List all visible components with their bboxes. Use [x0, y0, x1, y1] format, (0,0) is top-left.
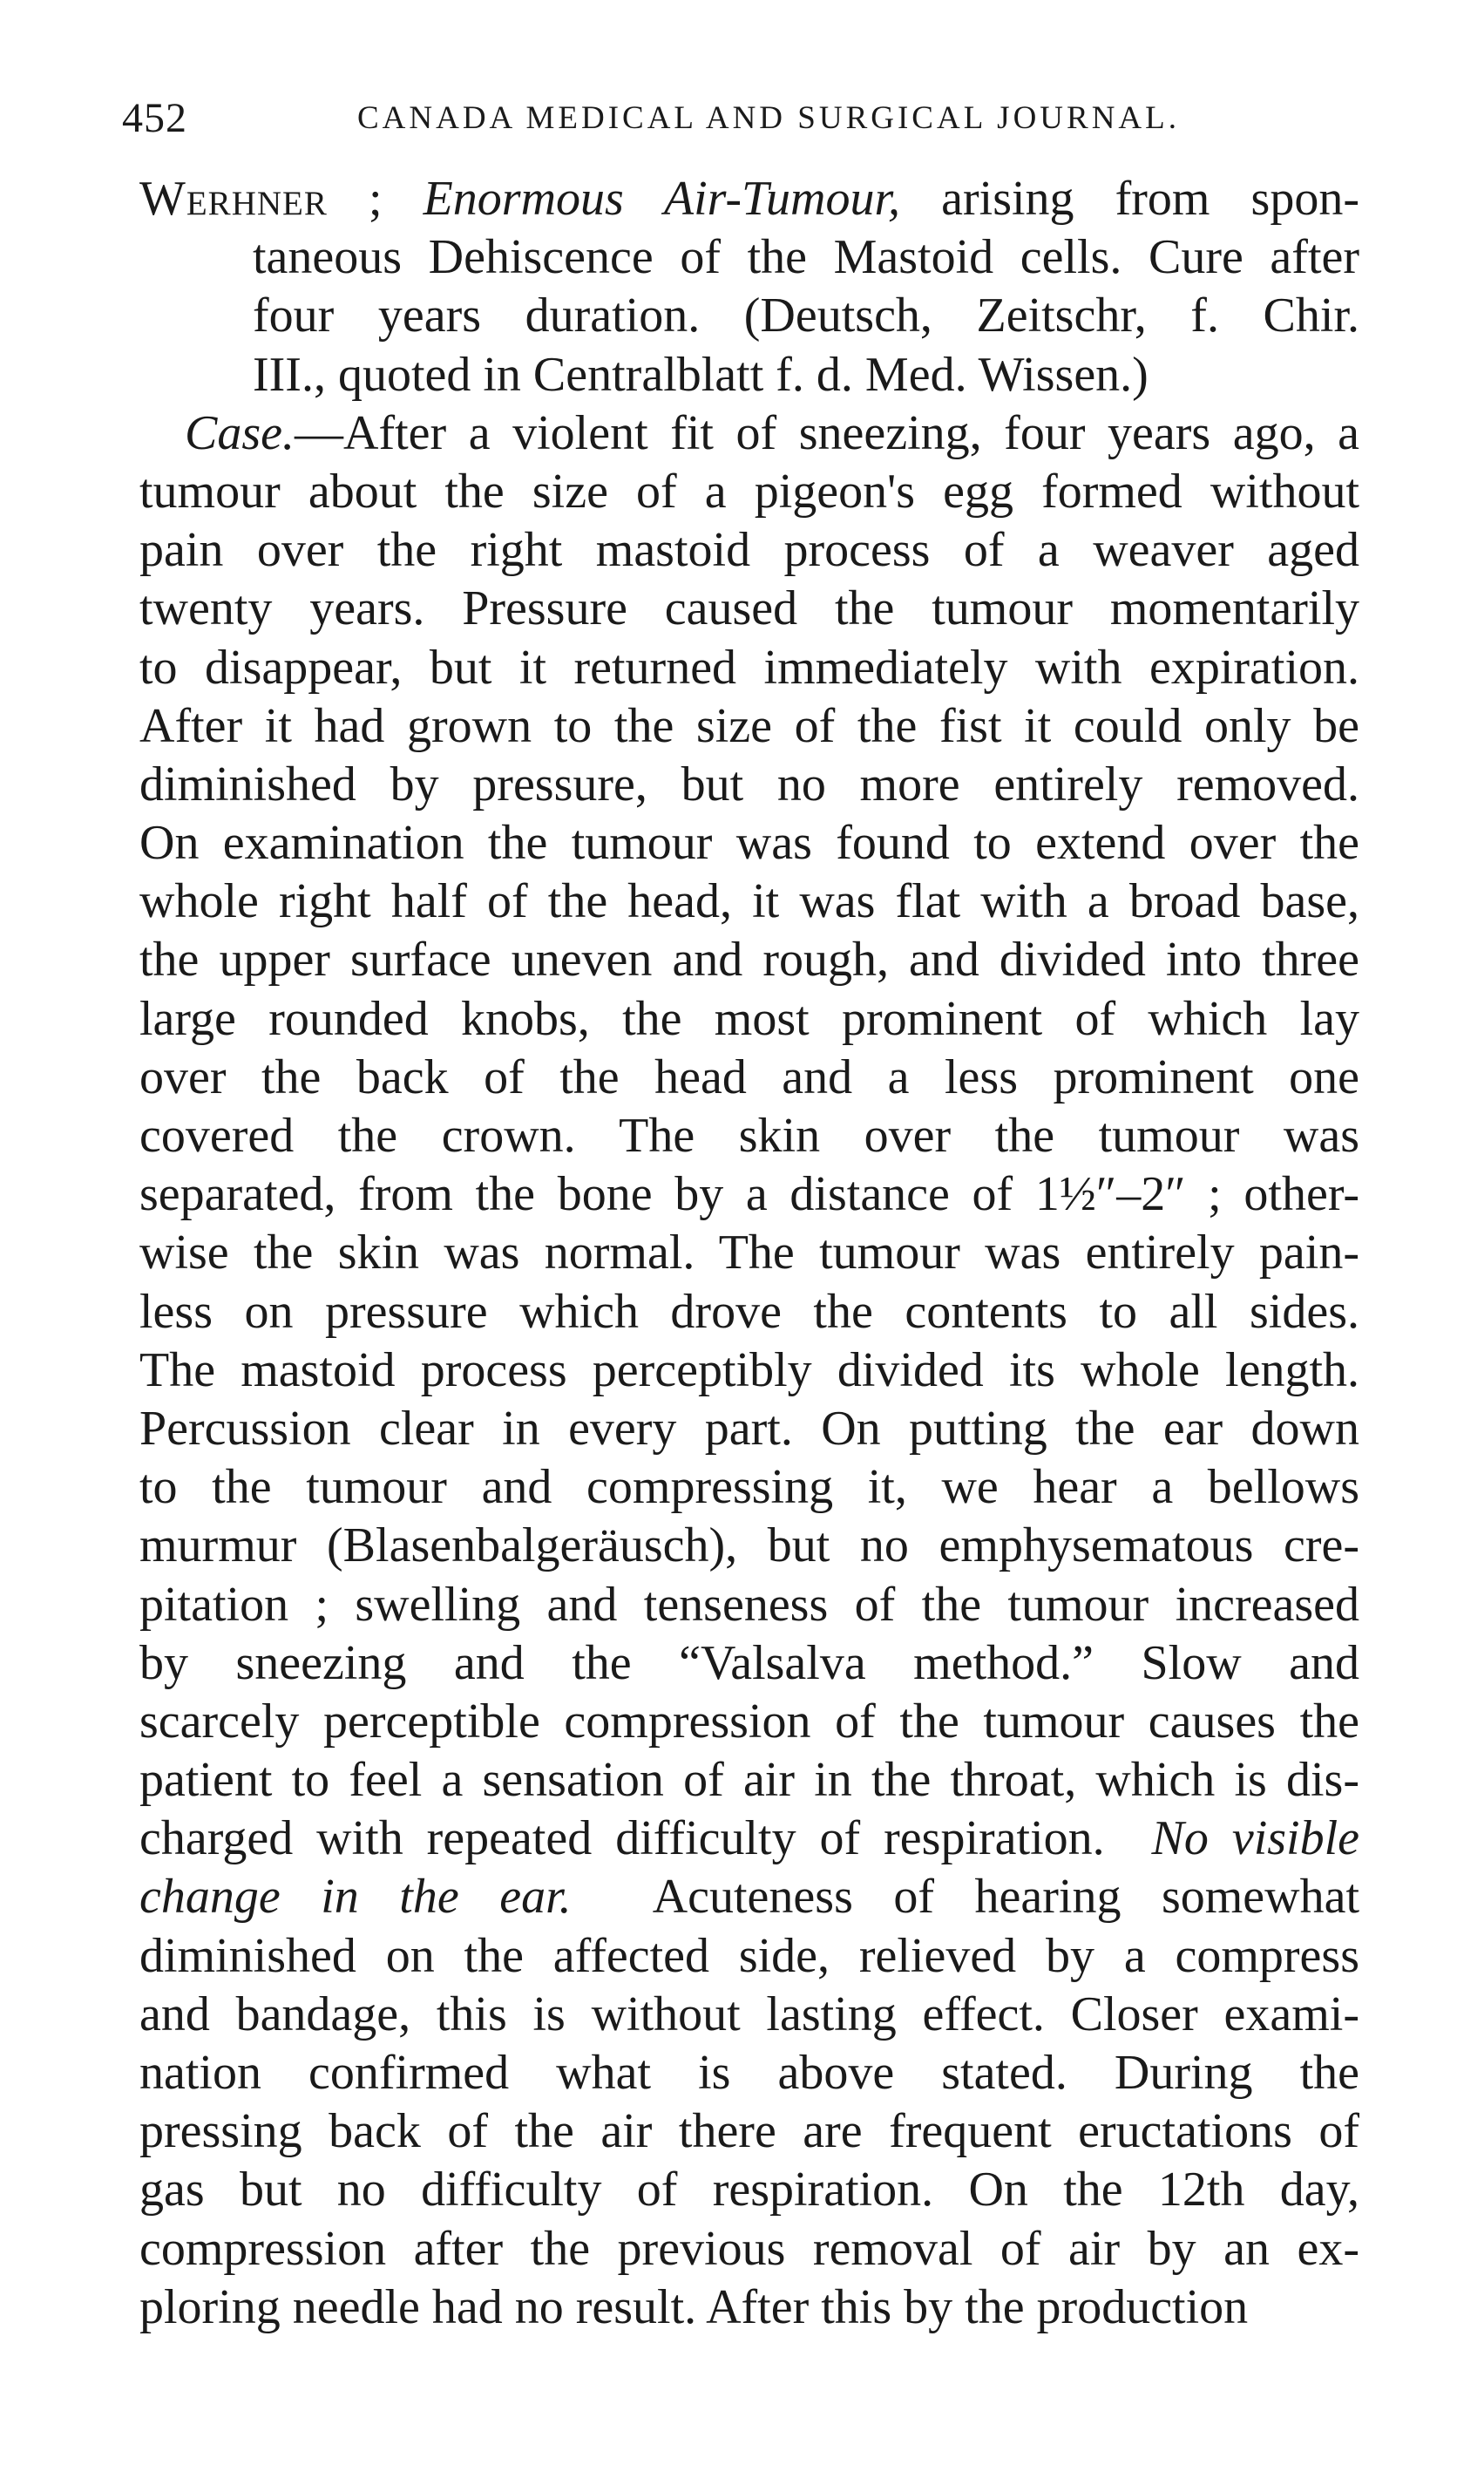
- text-line: wise the skin was normal. The tumour was entirely pain-: [139, 1226, 1359, 1280]
- text-line: to disappear, but it returned immediately with expiration.: [139, 640, 1359, 695]
- reference-line: III., quoted in Centralblatt f. d. Med. Wissen.): [253, 347, 1149, 402]
- case-paragraph: [139, 404, 1359, 2337]
- text-line: patient to feel a sensation of air in the throat, which is dis-: [139, 1753, 1359, 1808]
- running-head: CANADA MEDICAL AND SURGICAL JOURNAL.: [357, 99, 1180, 136]
- page-number: 452: [122, 94, 187, 141]
- emphasis-text: change in the ear.: [139, 1870, 572, 1925]
- text-line: compression after the previous removal of air by an ex-: [139, 2221, 1359, 2276]
- text-block: [139, 1927, 1359, 2337]
- article-body: [139, 170, 1359, 2337]
- text-line: and bandage, this is without lasting effect. Closer exami-: [139, 1986, 1359, 2041]
- text-line: pain over the right mastoid process of a weaver aged: [139, 523, 1359, 578]
- text-line: On examination the tumour was found to extend over the: [139, 816, 1359, 871]
- case-label: Case.: [185, 405, 295, 460]
- text-line: pitation ; swelling and tenseness of the tumour increased: [139, 1577, 1359, 1632]
- text-line: less on pressure which drove the contents to all sides.: [139, 1284, 1359, 1339]
- text-line: ploring needle had no result. After this by the production: [139, 2279, 1249, 2334]
- text-line: separated, from the bone by a distance of 1½″–2″ ; other-: [139, 1167, 1359, 1222]
- case-text: charged with repeated difficulty of respiration.: [139, 1811, 1105, 1866]
- text-line: nation confirmed what is above stated. During the: [139, 2046, 1359, 2100]
- emphasis-text: No visible: [1151, 1811, 1360, 1866]
- reference-author: Werhner: [139, 172, 328, 226]
- text-line: After it had grown to the size of the fist it could only be: [139, 698, 1359, 753]
- reference-line: taneous Dehiscence of the Mastoid cells. Cure after: [253, 230, 1359, 285]
- text-line: twenty years. Pressure caused the tumour momentarily: [139, 581, 1359, 636]
- text-line: large rounded knobs, the most prominent of which lay: [139, 991, 1359, 1046]
- text-line: diminished by pressure, but no more entirely removed.: [139, 757, 1359, 812]
- case-text: —After a violent fit of sneezing, four years ago, a: [295, 405, 1359, 460]
- reference-line: Werhner ; Enormous Air-Tumour, arising from spon-: [139, 172, 1359, 226]
- text-line: murmur (Blasenbalgeräusch), but no emphysematous cre-: [139, 1518, 1359, 1573]
- text-line: pressing back of the air there are frequent eructations of: [139, 2104, 1359, 2159]
- case-text: Acuteness of hearing somewhat: [652, 1870, 1360, 1925]
- text-line: whole right half of the head, it was flat with a broad base,: [139, 874, 1359, 929]
- text-line: [139, 1810, 1359, 1868]
- text-line: covered the crown. The skin over the tumour was: [139, 1109, 1359, 1163]
- text-line: the upper surface uneven and rough, and divided into three: [139, 933, 1359, 988]
- reference-line: four years duration. (Deutsch, Zeitschr, f. Chir.: [253, 289, 1359, 343]
- text-line: diminished on the affected side, relieved by a compress: [139, 1928, 1359, 1983]
- text-block: [139, 463, 1359, 1810]
- text-line: over the back of the head and a less prominent one: [139, 1049, 1359, 1104]
- text-line: tumour about the size of a pigeon's egg formed without: [139, 464, 1359, 519]
- reference-title: Enormous Air-Tumour,: [423, 172, 901, 226]
- text-line: [139, 404, 1359, 463]
- reference-citation: [139, 170, 1359, 404]
- text-line: scarcely perceptible compression of the tumour causes the: [139, 1694, 1359, 1749]
- text-line: to the tumour and compressing it, we hear a bellows: [139, 1460, 1359, 1515]
- text-line: by sneezing and the “Valsalva method.” Slow and: [139, 1635, 1359, 1690]
- reference-text: arising from spon-: [941, 172, 1359, 226]
- text-line: Percussion clear in every part. On putting the ear down: [139, 1401, 1359, 1456]
- page-header: [122, 83, 1377, 153]
- text-line: gas but no difficulty of respiration. On the 12th day,: [139, 2163, 1359, 2217]
- text-line: [139, 1868, 1359, 1926]
- text-line: The mastoid process perceptibly divided its whole length.: [139, 1342, 1359, 1397]
